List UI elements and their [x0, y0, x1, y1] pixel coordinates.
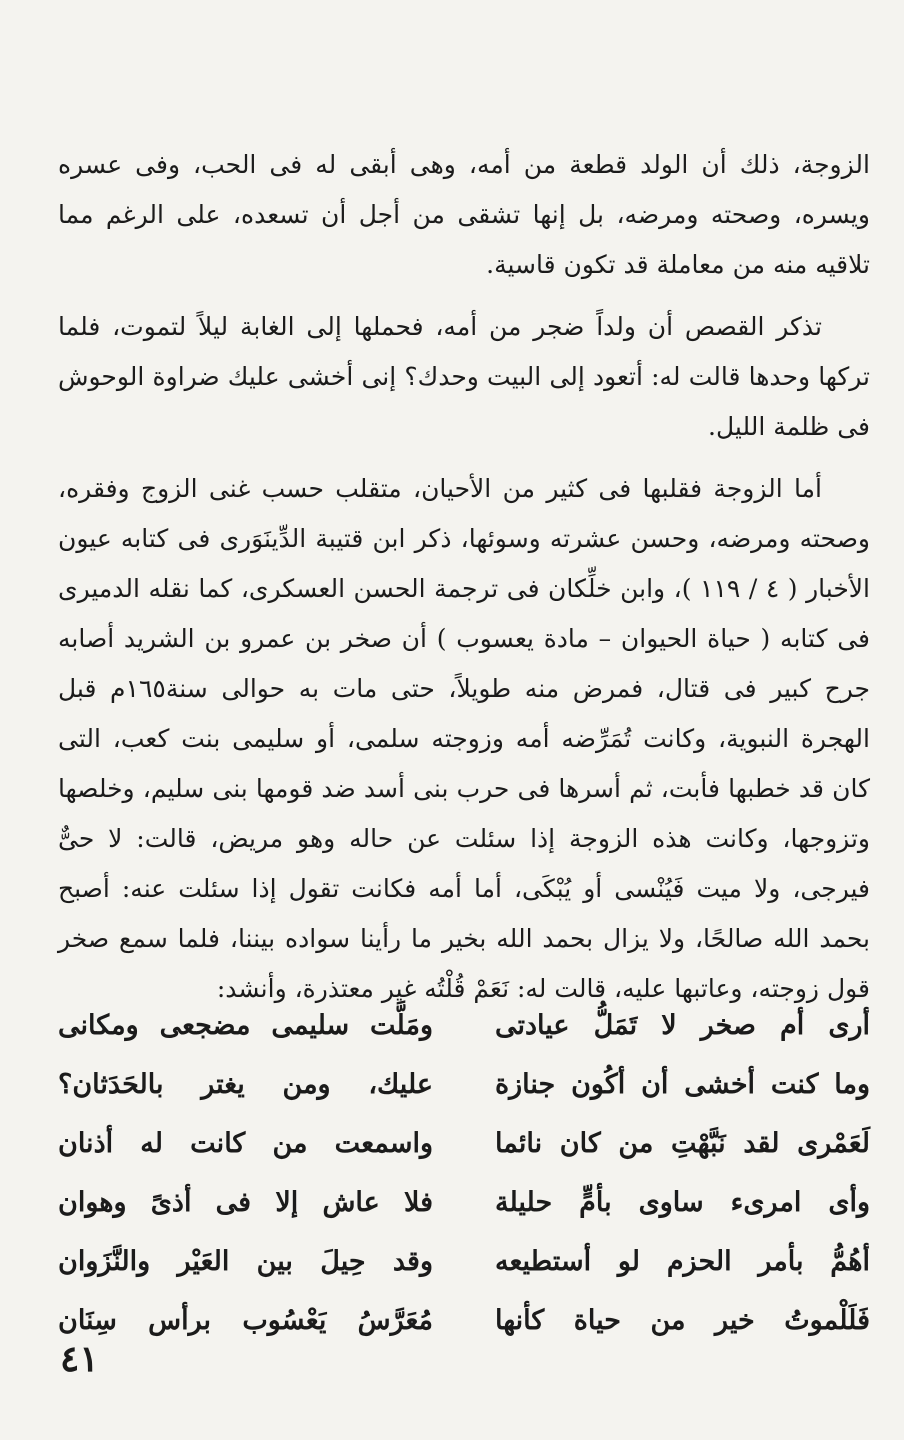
verse-first-half: وأى امرىء ساوى بأمٍّ حليلة — [495, 1187, 870, 1218]
paragraph-1: الزوجة، ذلك أن الولد قطعة من أمه، وهى أبقى له فى الحب، وفى عسره ويسره، وصحته ومرضه، بل إنها تشقى من أجل أن تسعده، على الرغم مما تلاقيه منه من معاملة قد تكون قاسية. — [58, 150, 870, 279]
verse-second-half: ومَلَّت سليمى مضجعى ومكانى — [58, 1010, 433, 1041]
verse-second-half: عليك، ومن يغتر بالحَدَثان؟ — [58, 1069, 433, 1100]
verse-first-half: لَعَمْرى لقد نَبَّهْتِ من كان نائما — [495, 1128, 870, 1159]
verse-second-half: فلا عاش إلا فى أذىً وهوان — [58, 1187, 433, 1218]
page-number: ٤١ — [60, 1338, 99, 1380]
poem-verse — [58, 1059, 870, 1118]
verse-first-half: أهُمُّ بأمر الحزم لو أستطيعه — [495, 1246, 870, 1277]
poem-verse — [58, 1000, 870, 1059]
verse-first-half: أرى أم صخر لا تَمَلُّ عيادتى — [495, 1010, 870, 1041]
body-text — [58, 140, 870, 1026]
poem-verse — [58, 1177, 870, 1236]
poem-verse — [58, 1118, 870, 1177]
paragraph-3: أما الزوجة فقلبها فى كثير من الأحيان، متقلب حسب غنى الزوج وفقره، وصحته ومرضه، وحسن عشرته وسوئها، ذكر ابن قتيبة الدِّينَوَرى فى كتابه عيون الأخبار ( ٤ / ١١٩ )، وابن خلِّكان فى ترجمة الحسن العسكرى، كما نقله الدميرى فى كتابه ( حياة الحيوان – مادة يعسوب ) أن صخر بن عمرو بن الشريد أصابه جرح كبير فى قتال، فمرض منه طويلاً، حتى مات به حوالى سنة١٦٥م قبل الهجرة النبوية، وكانت تُمَرِّضه أمه وزوجته سلمى، أو سليمى بنت كعب، التى كان قد خطبها فأبت، ثم أسرها فى حرب بنى أسد ضد قومها بنى سليم، وخلصها وتزوجها، وكانت هذه الزوجة إذا سئلت عن حاله وهو مريض، قالت: لا حىٌّ فيرجى، ولا ميت فَيُنْسى أو يُبْكَى، أما أمه فكانت تقول إذا سئلت عنه: أصبح بحمد الله صالحًا، ولا يزال بحمد الله بخير ما رأينا سواده بيننا، فلما سمع صخر قول زوجته، وعاتبها عليه، قالت له: نَعَمْ قُلْتُه غير معتذرة، وأنشد: — [58, 474, 871, 1003]
poem-verse — [58, 1295, 870, 1354]
verse-first-half: فَلَلْموتُ خير من حياة كأنها — [495, 1305, 870, 1336]
verse-first-half: وما كنت أخشى أن أكُون جنازة — [495, 1069, 870, 1100]
paragraph-2: تذكر القصص أن ولداً ضجر من أمه، فحملها إلى الغابة ليلاً لتموت، فلما تركها وحدها قالت له: أتعود إلى البيت وحدك؟ إنى أخشى عليك ضراوة الوحوش فى ظلمة الليل. — [58, 312, 870, 441]
poem — [58, 1000, 870, 1354]
verse-second-half: وقد حِيلَ بين العَيْر والنَّزَوان — [58, 1246, 433, 1277]
poem-verse — [58, 1236, 870, 1295]
verse-second-half: واسمعت من كانت له أذنان — [58, 1128, 433, 1159]
verse-second-half: مُعَرَّسُ يَعْسُوب برأس سِنَان — [58, 1305, 433, 1336]
